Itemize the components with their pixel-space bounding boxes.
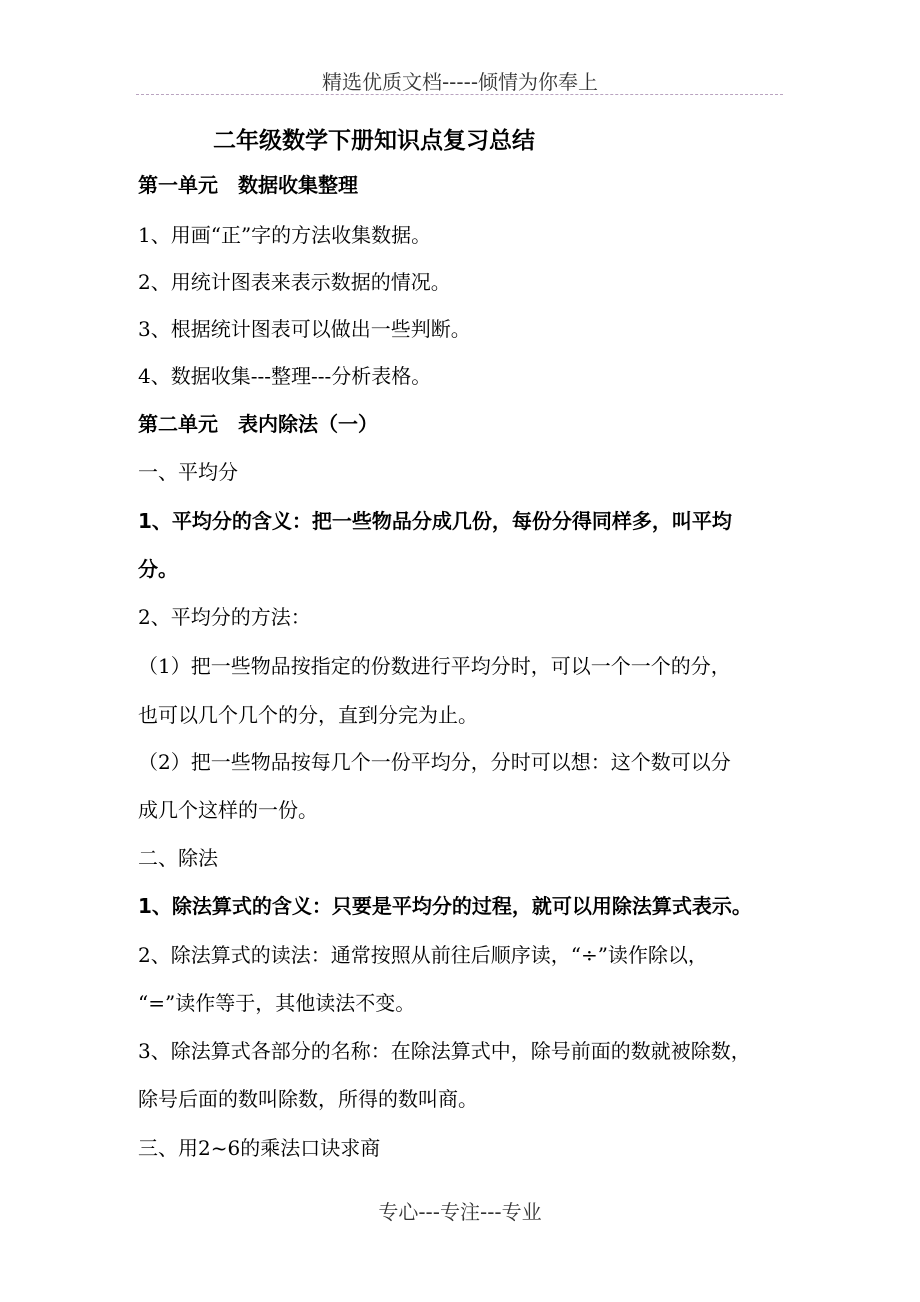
page-footer: 专心---专注---专业	[378, 1200, 542, 1224]
section-heading-line: 第一单元 数据收集整理	[138, 173, 358, 197]
text-line: 3、除法算式各部分的名称：在除法算式中，除号前面的数就被除数，	[138, 1039, 751, 1063]
text-line: 一、平均分	[138, 460, 238, 484]
page-header: 精选优质文档-----倾情为你奉上	[321, 70, 599, 94]
text-line: 除号后面的数叫除数，所得的数叫商。	[138, 1087, 478, 1111]
text-line: （2）把一些物品按每几个一份平均分，分时可以想：这个数可以分	[138, 750, 731, 774]
document-title: 二年级数学下册知识点复习总结	[213, 128, 535, 154]
section-heading-line: 分。	[138, 557, 178, 581]
text-line: 4、数据收集---整理---分析表格。	[138, 364, 432, 388]
text-line: 三、用2~6的乘法口诀求商	[138, 1136, 381, 1160]
section-heading-line: 1、平均分的含义：把一些物品分成几份，每份分得同样多，叫平均	[138, 509, 732, 533]
text-line: 2、除法算式的读法：通常按照从前往后顺序读，“÷”读作除以，	[138, 943, 708, 967]
header-divider	[136, 94, 783, 95]
text-line: （1）把一些物品按指定的份数进行平均分时，可以一个一个的分，	[138, 654, 731, 678]
text-line: 也可以几个几个的分，直到分完为止。	[138, 703, 478, 727]
section-heading-line: 第二单元 表内除法（一）	[138, 412, 378, 436]
text-line: 2、平均分的方法：	[138, 605, 311, 629]
text-line: 2、用统计图表来表示数据的情况。	[138, 270, 451, 294]
text-line: 成几个这样的一份。	[138, 798, 318, 822]
text-line: “=”读作等于，其他读法不变。	[138, 991, 416, 1015]
text-line: 1、用画“正”字的方法收集数据。	[138, 223, 432, 247]
text-line: 3、根据统计图表可以做出一些判断。	[138, 317, 471, 341]
section-heading-line: 1、除法算式的含义：只要是平均分的过程，就可以用除法算式表示。	[138, 894, 752, 918]
text-line: 二、除法	[138, 846, 218, 870]
